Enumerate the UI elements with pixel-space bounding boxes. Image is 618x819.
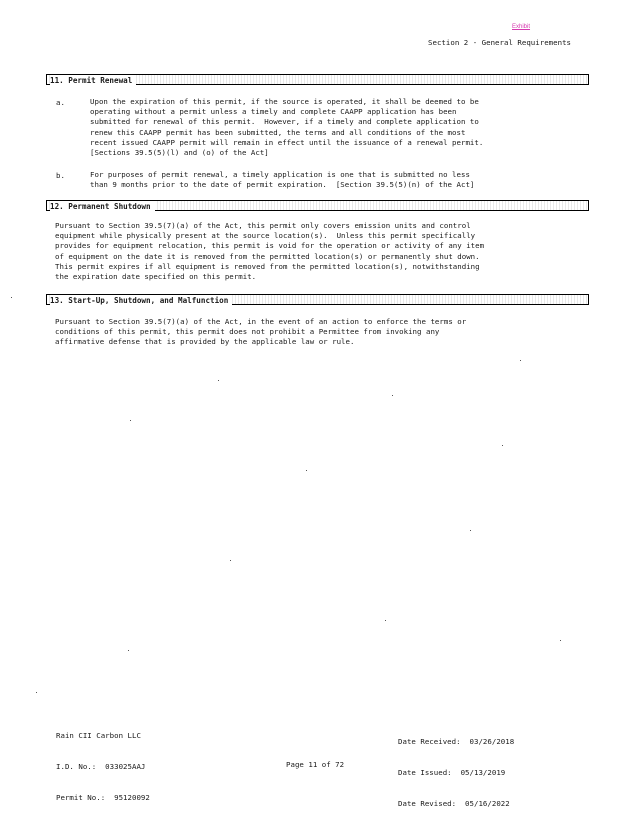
scan-speck — [560, 640, 561, 641]
scan-speck — [470, 530, 471, 531]
scan-speck — [502, 445, 503, 446]
scan-speck — [130, 420, 131, 421]
scan-speck — [218, 380, 219, 381]
scan-speck — [11, 297, 12, 298]
scan-speck — [392, 395, 393, 396]
scan-speck — [128, 650, 129, 651]
footer-date-received: Date Received: 03/26/2018 — [398, 737, 515, 747]
item-a-letter: a. — [56, 98, 65, 107]
section-11-heading-bar — [46, 74, 589, 85]
item-b-letter: b. — [56, 171, 65, 180]
footer-date-issued: Date Issued: 05/13/2019 — [398, 768, 506, 778]
section-12-text: Pursuant to Section 39.5(7)(a) of the Act, this permit only covers emission units and control equipment while physically present at the source location(s). Unless this permit specifically provides for equipment relocation, this permit is void for the operation or activity of any item of equipment on the date it is removed from the permitted location(s) or permanently shut down. This permit expires if all equipment is removed from the permitted location(s), notwithstanding the expiration date specified on this permit. — [55, 221, 485, 282]
item-b-text: For purposes of permit renewal, a timely application is one that is submitted no less than 9 months prior to the date of permit expiration. [Section 39.5(5)(n) of the Act] — [90, 170, 475, 190]
footer-date-revised: Date Revised: 05/16/2022 — [398, 798, 510, 808]
section-header: Section 2 - General Requirements — [428, 38, 572, 47]
section-12-heading-bar — [46, 200, 589, 211]
scan-speck — [230, 560, 231, 561]
section-13-title: 13. Start-Up, Shutdown, and Malfunction — [50, 295, 232, 306]
footer-company: Rain CII Carbon LLC — [56, 731, 141, 741]
scan-speck — [385, 620, 386, 621]
scan-speck — [520, 360, 521, 361]
section-12-title: 12. Permanent Shutdown — [50, 201, 155, 212]
scan-speck — [36, 692, 37, 693]
exhibit-stamp: Exhibit — [512, 24, 531, 30]
page-number: Page 11 of 72 — [286, 760, 345, 769]
footer-right-block — [398, 717, 514, 819]
section-11-title: 11. Permit Renewal — [50, 75, 136, 86]
section-13-heading-bar — [46, 294, 589, 305]
footer-id-no: I.D. No.: 033025AAJ — [56, 762, 146, 772]
footer-permit-no: Permit No.: 95120092 — [56, 792, 150, 802]
scan-speck — [306, 470, 307, 471]
section-13-text: Pursuant to Section 39.5(7)(a) of the Act, in the event of an action to enforce the terms or conditions of this permit, this permit does not prohibit a Permittee from invoking any affirmative defense that is provided by the applicable law or rule. — [55, 317, 467, 347]
item-a-text: Upon the expiration of this permit, if the source is operated, it shall be deemed to be operating without a permit unless a timely and complete CAAPP application has been submitted for renewal of this permit. However, if a timely and complete application to renew this CAAPP permit has been submitted, the terms and all conditions of the most recent issued CAAPP permit will remain in effect until the issuance of a renewal permit. [Sections 39.5(5)(l) and (o) of the Act] — [90, 97, 484, 158]
footer-left-block — [56, 711, 150, 813]
